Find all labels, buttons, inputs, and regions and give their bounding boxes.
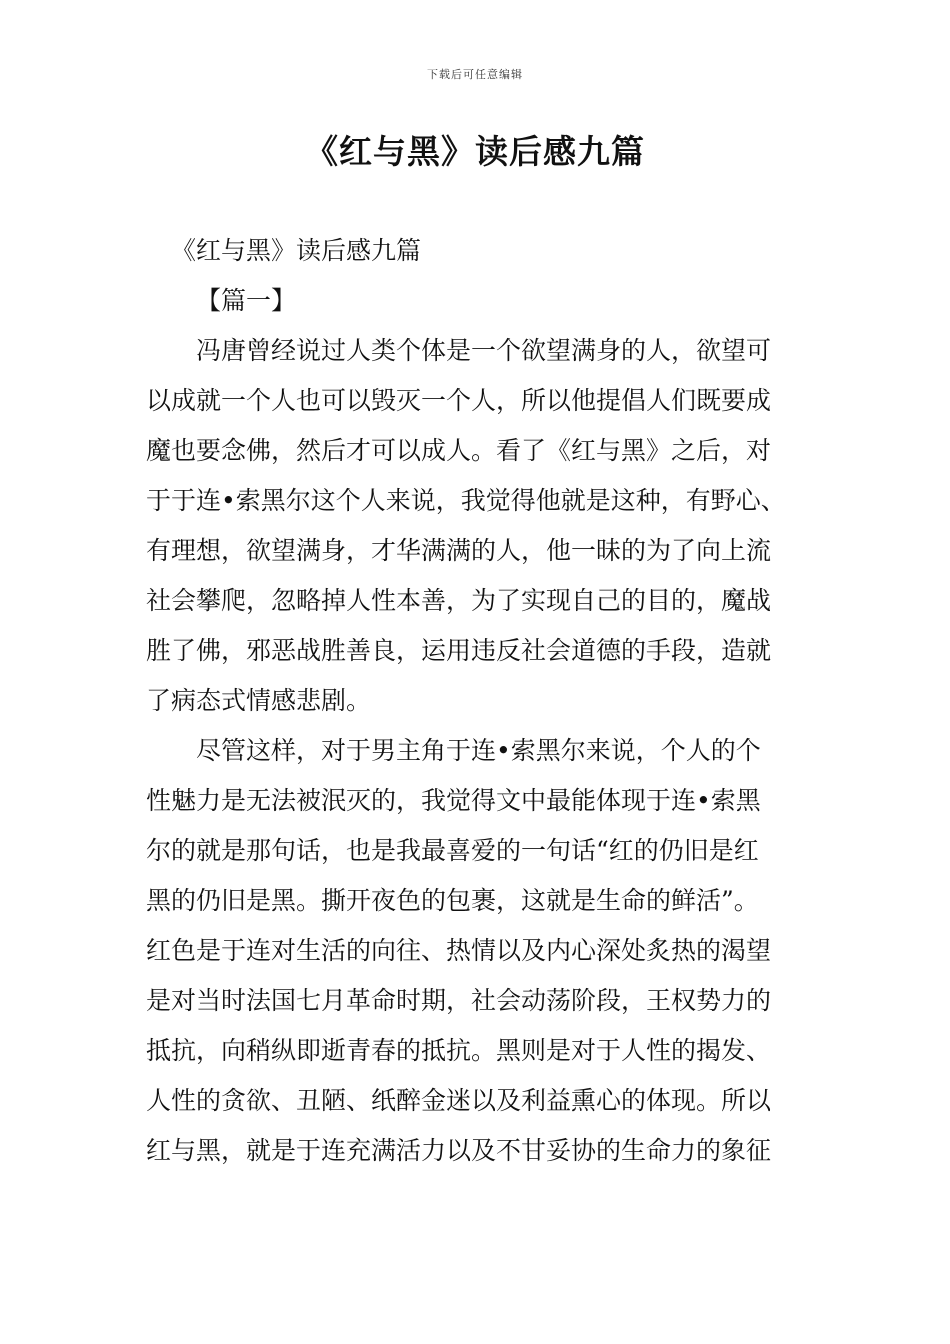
text-line: 是对当时法国七月革命时期，社会动荡阶段，王权势力的 [146, 986, 772, 1015]
paragraph-1 [146, 326, 826, 726]
text-line: 红与黑，就是于连充满活力以及不甘妥协的生命力的象征 [146, 1136, 772, 1165]
text-line: 以成就一个人也可以毁灭一个人，所以他提倡人们既要成 [146, 386, 772, 415]
text-line: 胜了佛，邪恶战胜善良，运用违反社会道德的手段，造就 [146, 636, 772, 665]
document-body [146, 226, 826, 1176]
text-line: 社会攀爬，忽略掉人性本善，为了实现自己的目的，魔战 [146, 586, 772, 615]
text-line: 性魅力是无法被泯灭的，我觉得文中最能体现于连•索黑 [146, 786, 761, 815]
document-subtitle: 《红与黑》读后感九篇 [171, 236, 422, 265]
text-line: 有理想，欲望满身，才华满满的人，他一昧的为了向上流 [146, 536, 772, 565]
text-line: 冯唐曾经说过人类个体是一个欲望满身的人，欲望可 [196, 336, 772, 365]
text-line: 黑的仍旧是黑。撕开夜色的包裹，这就是生命的鲜活”。 [146, 886, 759, 915]
text-line: 于于连•索黑尔这个人来说，我觉得他就是这种，有野心、 [146, 486, 786, 515]
paragraph-2 [146, 726, 826, 1176]
text-line: 了病态式情感悲剧。 [146, 686, 372, 715]
text-line: 魔也要念佛，然后才可以成人。看了《红与黑》之后，对 [146, 436, 772, 465]
section-label: 【篇一】 [196, 286, 297, 315]
text-line: 尔的就是那句话，也是我最喜爱的一句话“红的仍旧是红 [146, 836, 759, 865]
text-line: 抵抗，向稍纵即逝青春的抵抗。黑则是对于人性的揭发、 [146, 1036, 772, 1065]
text-line: 人性的贪欲、丑陋、纸醉金迷以及利益熏心的体现。所以 [146, 1086, 772, 1115]
text-line: 红色是于连对生活的向往、热情以及内心深处炙热的渴望 [146, 936, 772, 965]
text-line: 尽管这样，对于男主角于连•索黑尔来说，个人的个 [196, 736, 761, 765]
document-title: 《红与黑》读后感九篇 [305, 132, 645, 171]
header-note: 下载后可任意编辑 [427, 68, 523, 81]
